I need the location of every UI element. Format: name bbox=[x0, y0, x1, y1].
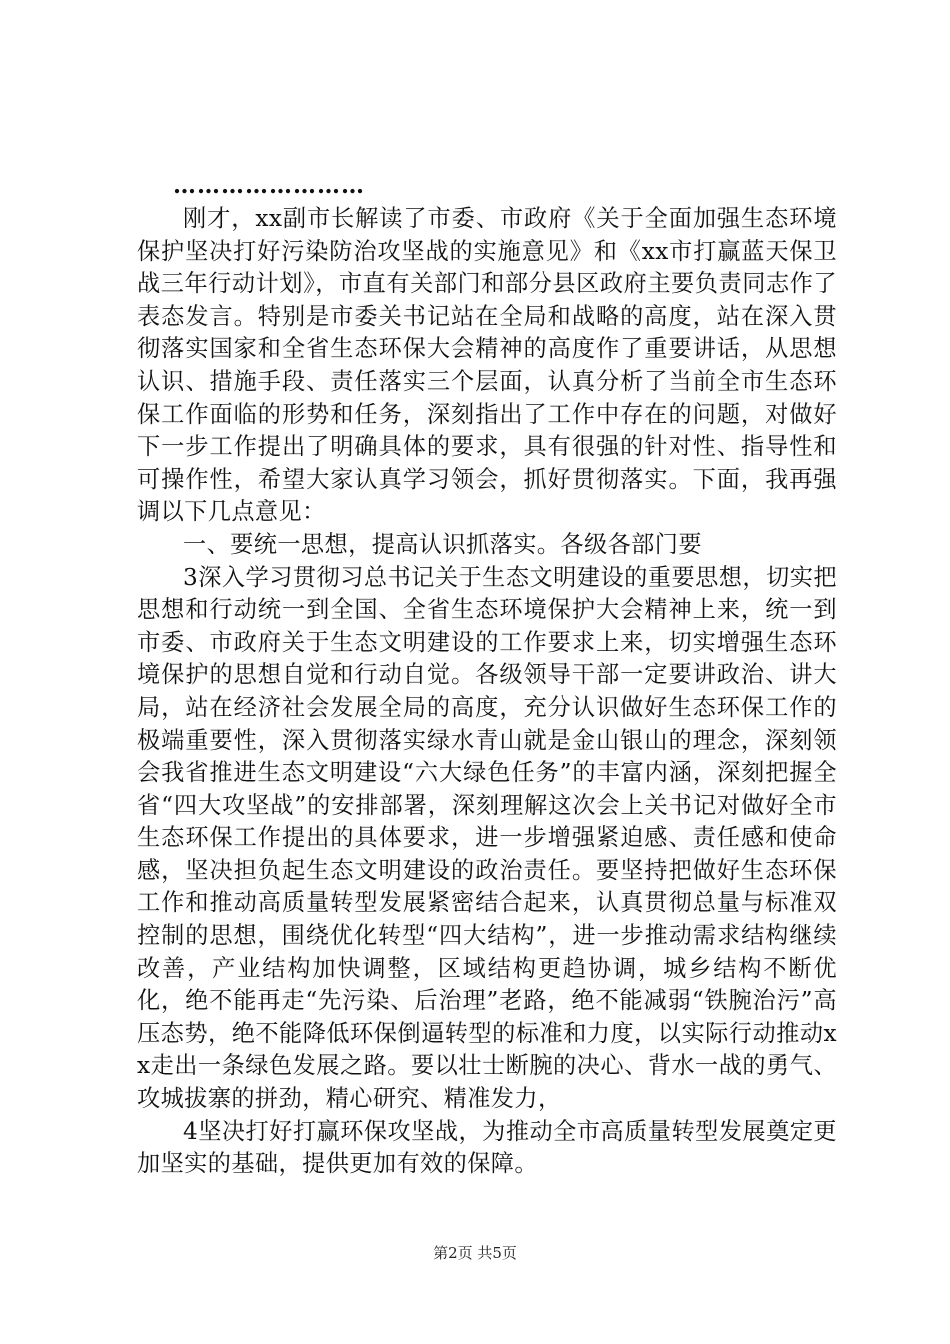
paragraph-intro: 刚才，xx副市长解读了市委、市政府《关于全面加强生态环境保护坚决打好污染防治攻坚战的实施意见》和《xx市打赢蓝天保卫战三年行动计划》，市直有关部门和部分县区政府主要负责同志作了表态发言。特别是市委关书记站在全局和战略的高度，站在深入贯彻落实国家和全省生态环保大会精神的高度作了重要讲话，从思想认识、措施手段、责任落实三个层面，认真分析了当前全市生态环保工作面临的形势和任务，深刻指出了工作中存在的问题，对做好下一步工作提出了明确具体的要求，具有很强的针对性、指导性和可操作性，希望大家认真学习领会，抓好贯彻落实。下面，我再强调以下几点意见： bbox=[137, 205, 837, 526]
document-body bbox=[137, 168, 837, 1181]
paragraph-four: 4坚决打好打赢环保攻坚战，为推动全市高质量转型发展奠定更加坚实的基础，提供更加有效的保障。 bbox=[137, 1117, 837, 1178]
paragraph-three: 3深入学习贯彻习总书记关于生态文明建设的重要思想，切实把思想和行动统一到全国、全省生态环境保护大会精神上来，统一到市委、市政府关于生态文明建设的工作要求上来，切实增强生态环境保护的思想自觉和行动自觉。各级领导干部一定要讲政治、讲大局，站在经济社会发展全局的高度，充分认识做好生态环保工作的极端重要性，深入贯彻落实绿水青山就是金山银山的理念，深刻领会我省推进生态文明建设“六大绿色任务”的丰富内涵，深刻把握全省“四大攻坚战”的安排部署，深刻理解这次会上关书记对做好全市生态环保工作提出的具体要求，进一步增强紧迫感、责任感和使命感，坚决担负起生态文明建设的政治责任。要坚持把做好生态环保工作和推动高质量转型发展紧密结合起来，认真贯彻总量与标准双控制的思想，围绕优化转型“四大结构”，进一步推动需求结构继续改善，产业结构加快调整，区域结构更趋协调，城乡结构不断优化，绝不能再走“先污染、后治理”老路，绝不能减弱“铁腕治污”高压态势，绝不能降低环保倒逼转型的标准和力度，以实际行动推动xx走出一条绿色发展之路。要以壮士断腕的决心、背水一战的勇气、攻城拔寨的拼劲，精心研究、精准发力， bbox=[137, 563, 837, 1113]
page-footer: 第2页 共5页 bbox=[433, 1244, 517, 1262]
paragraph-heading-one: 一、要统一思想，提高认识抓落实。各级各部门要 bbox=[183, 530, 702, 558]
ellipsis-line: …………………… bbox=[173, 172, 365, 199]
